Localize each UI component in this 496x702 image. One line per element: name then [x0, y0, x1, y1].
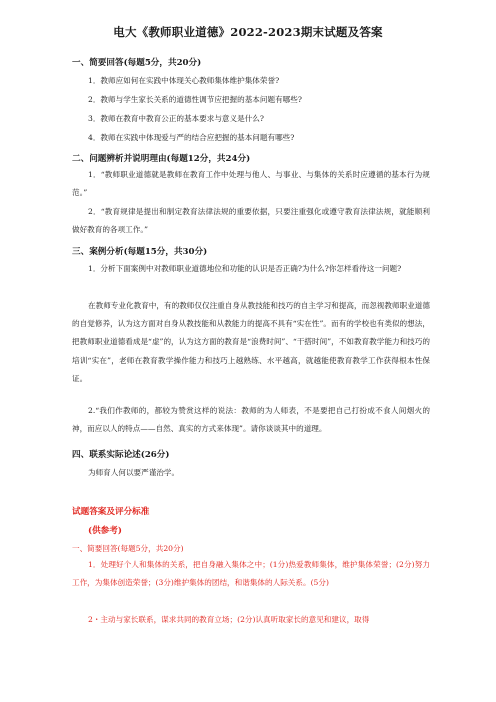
answers-heading: 试题答案及评分标准 [72, 507, 150, 517]
case-description: 在教师专业化教育中，有的教师仅仅注重自身从教技能和技巧的自主学习和提高，而忽视教师职业道德的自觉修养，认为这方面对自身从教技能和从教能力的提高不具有“实在性”。而有的学校也有类似的想法，把教师职业道德看成是“虚”的，认为这方面的教育是“浪费时间”、“干搭时间”，不如教育教学能力和技巧的培训“实在”，老师在教育教学操作能力和技巧上越熟练、水平越高，就越能使教育教学工作获得根本性保证。 [72, 301, 430, 383]
question-3-2: 2.“我们作教师的，都较为赞赏这样的说法：教师的为人师表，不是要把自己打扮成不食人间烟火的神，而应以人的特点——自然、真实的方式来体现”。请你谈谈其中的道理。 [72, 406, 430, 434]
section-heading-case-study: 三、案例分析(每题15分，共30分) [72, 247, 208, 257]
question-2-2: 2．“教育规律是提出和制定教育法律法规的重要依据，只要注重强化或遵守教育法律法规，就能顺利做好教育的各项工作。” [72, 207, 430, 235]
section-heading-essay: 四、联系实际论述(26分) [72, 450, 170, 460]
document-title: 电大《教师职业道德》2022-2023期末试题及答案 [113, 25, 383, 39]
question-3-1: 1．分析下面案例中对教师职业道德地位和功能的认识是否正确?为什么?你怎样看待这一问题? [88, 264, 402, 273]
answer-1-1: 1．处理好个人和集体的关系，把自身融入集体之中；(1分)热爱教师集体，维护集体荣誉；(2分)努力工作，为集体创造荣誉；(3分)维护集体的团结，和谐集体的人际关系。(5分) [72, 560, 430, 588]
question-1-1: 1．教师应如何在实践中体现关心教师集体维护集体荣誉? [88, 76, 280, 85]
question-2-1: 1．“教师职业道德就是教师在教育工作中处理与他人、与事业、与集体的关系时应遵循的基本行为规范。” [72, 170, 430, 198]
question-4: 为师育人何以要严谨治学。 [88, 468, 180, 477]
answers-section-heading: 一、简要回答(每题5分，共20分) [72, 544, 184, 553]
question-1-3: 3．教师在教育中教育公正的基本要求与意义是什么? [88, 114, 264, 123]
question-1-4: 4．教师在实践中体现爱与严的结合应把握的基本问题有哪些? [88, 133, 295, 142]
section-heading-short-answer: 一、简要回答(每题5分，共20分) [72, 58, 202, 68]
section-heading-analysis: 二、问题辨析并说明理由(每题12分，共24分) [72, 154, 251, 164]
answer-1-2: 2・主动与家长联系，谋求共同的教育立场；(2分)认真听取家长的意见和建议，取得 [88, 615, 370, 624]
question-1-2: 2．教师与学生家长关系的道德性调节应把握的基本问题有哪些? [88, 95, 302, 104]
answers-note: (供参考) [88, 526, 122, 536]
